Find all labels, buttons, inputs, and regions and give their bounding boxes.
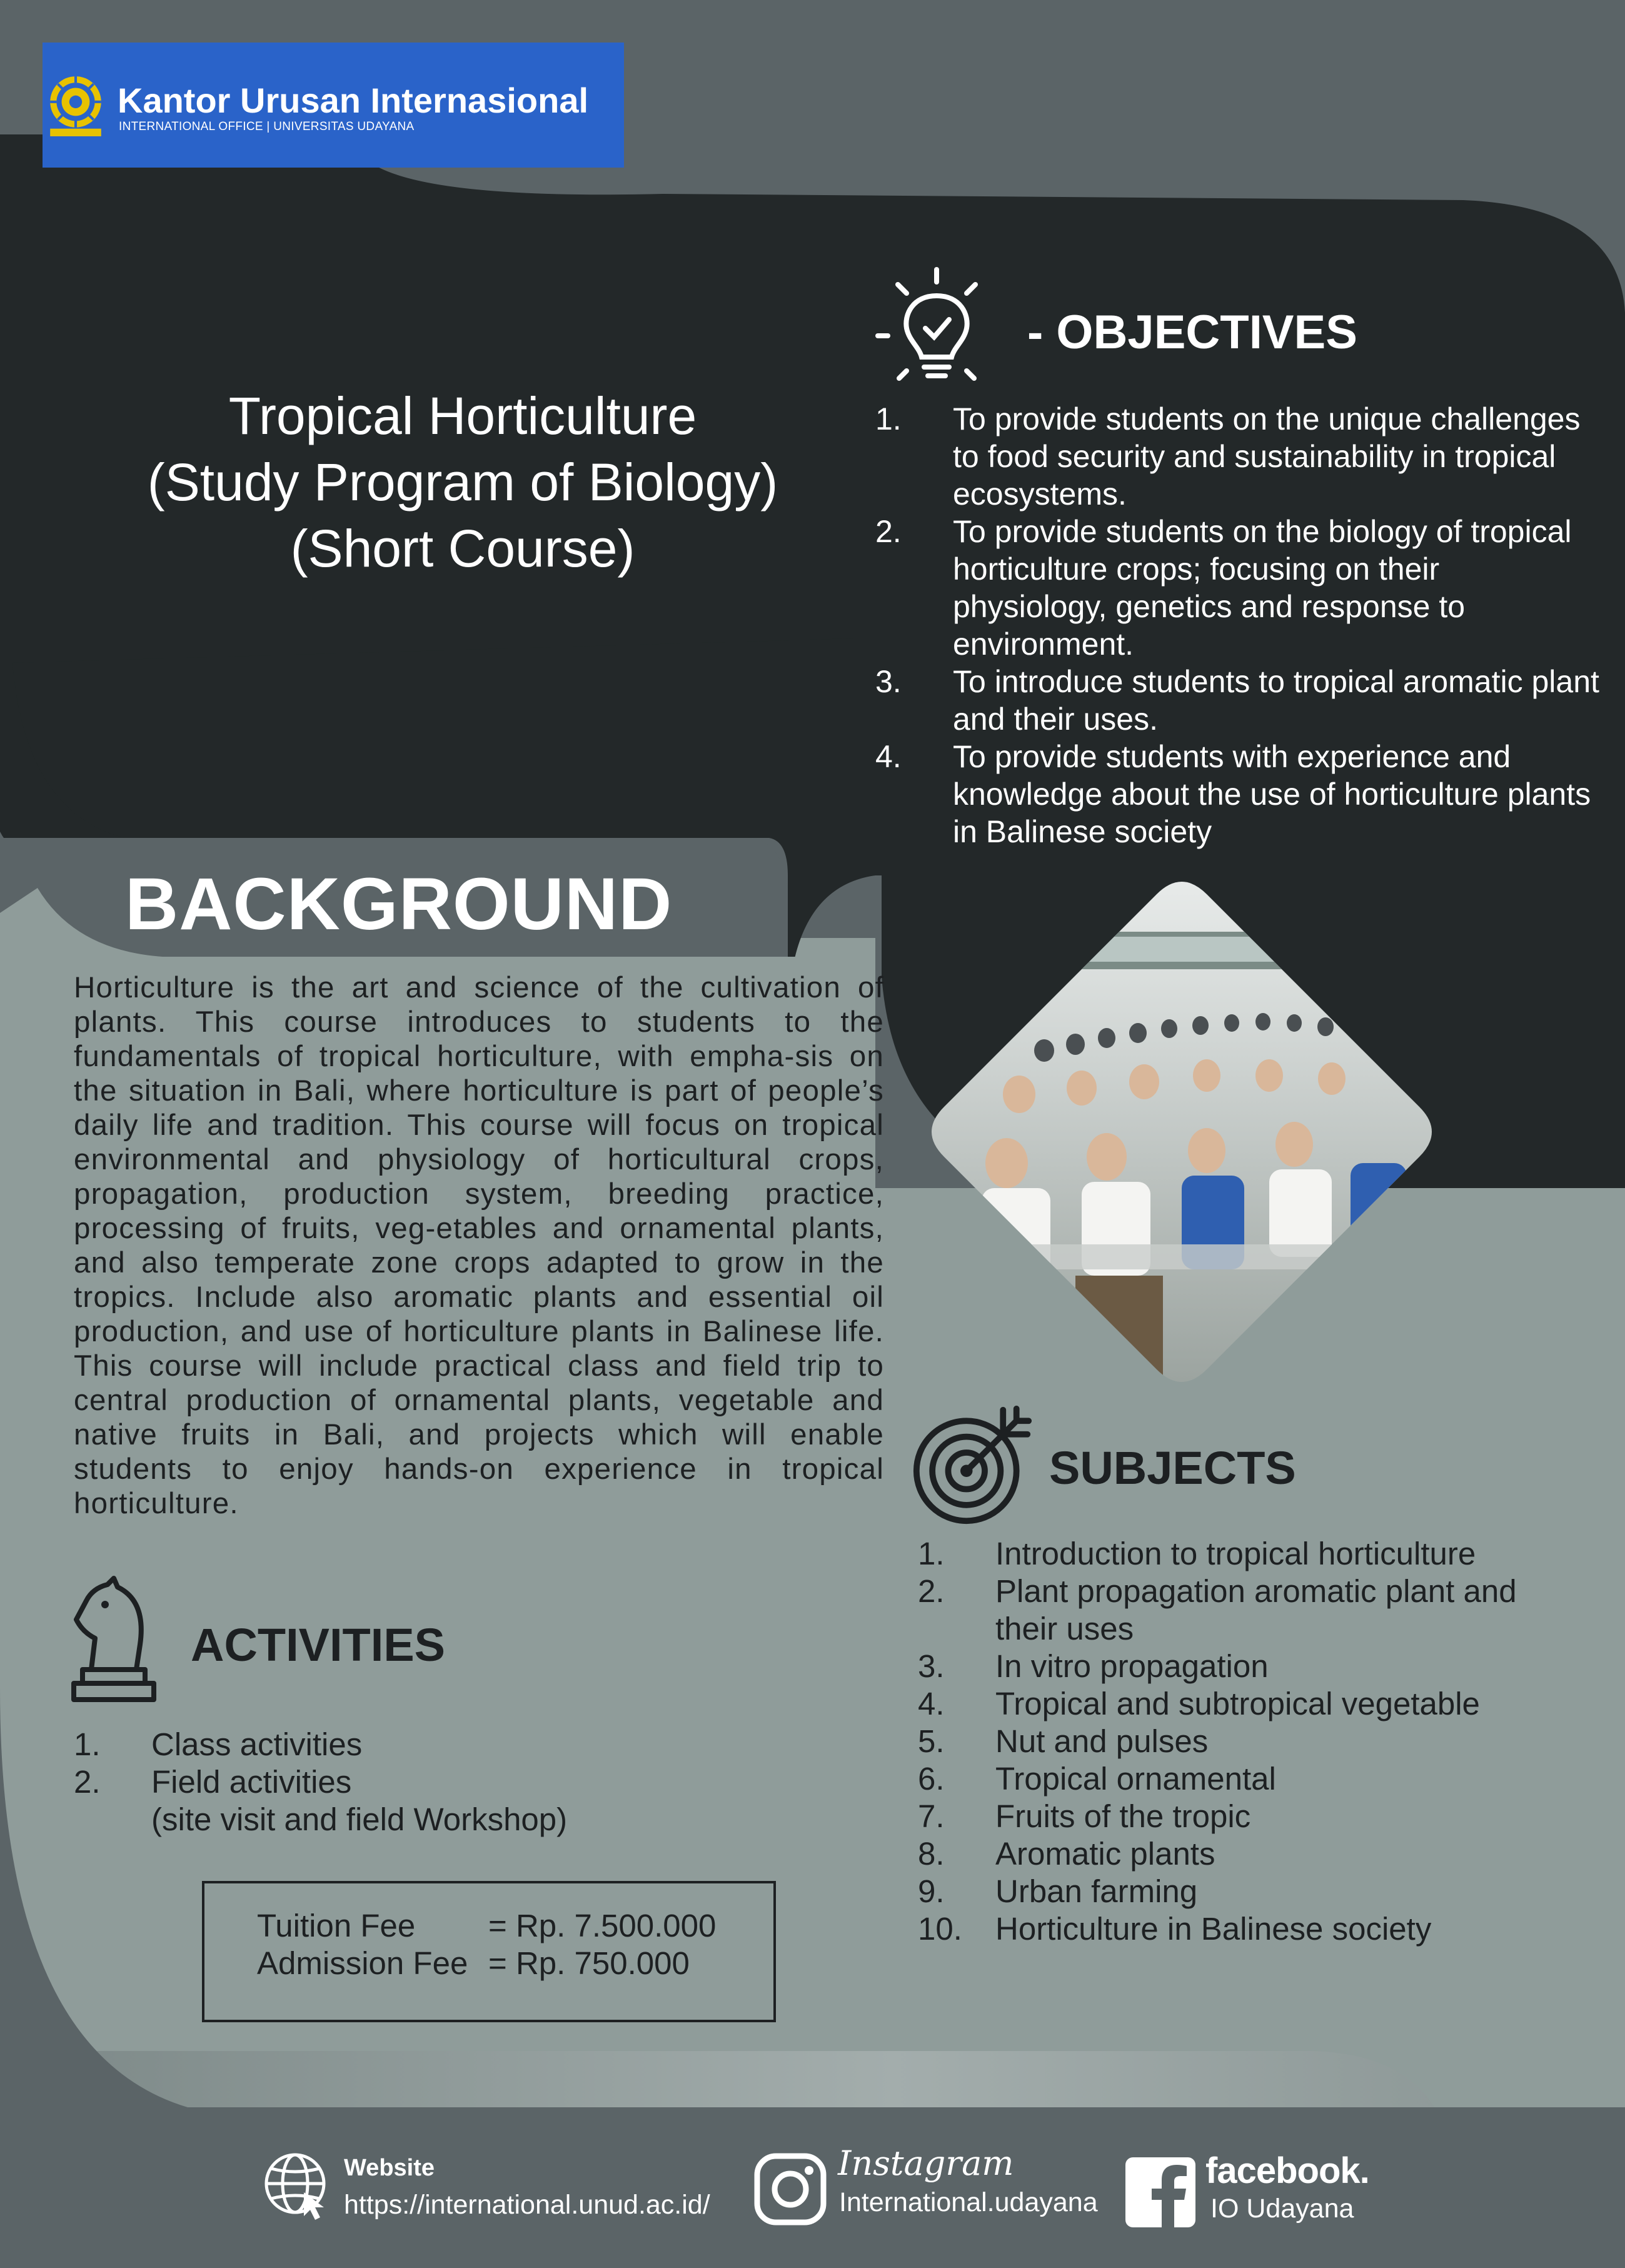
subject-number: 9. — [918, 1873, 945, 1909]
facebook-label: facebook. — [1205, 2150, 1369, 2191]
objective-item — [875, 738, 1601, 850]
course-title — [81, 383, 844, 582]
subject-item — [918, 1648, 1606, 1685]
background-paragraph: Horticulture is the art and science of the cultivation of plants. This course introduces to students to the fundamentals of tropical horticulture, with empha-sis on the situation in Bali, where horticulture is part of people’s daily life and tradition. This course will focus on tropical environmental and physiology of horticultural crops, propagation, production system, breeding practice, processing of fruits, veg-etables and ornamental plants, and also temperate zone crops adapted to grow in the tropics. Include also aromatic plants and essential oil production, and use of horticulture plants in Balinese life. This course will include practical class and field trip to central production of ornamental plants, vegetable and native fruits in Bali, and projects which will enable students to enjoy hands-on experience in tropical horticulture. — [74, 971, 884, 1520]
subject-number: 6. — [918, 1761, 945, 1797]
objective-number: 3. — [875, 664, 902, 699]
subject-number: 5. — [918, 1723, 945, 1759]
subject-item — [918, 1685, 1606, 1723]
admission-fee-value: = Rp. 750.000 — [488, 1945, 690, 1981]
subject-number: 3. — [918, 1648, 945, 1684]
objective-text: To provide students with experience and knowledge about the use of horticulture plants in Balinese society — [953, 739, 1591, 849]
background-heading: BACKGROUND — [125, 863, 673, 945]
subjects-list — [918, 1535, 1606, 1948]
subject-number: 4. — [918, 1686, 945, 1721]
subject-text: Tropical and subtropical vegetable — [995, 1686, 1480, 1721]
subject-item — [918, 1535, 1606, 1573]
subject-text: In vitro propagation — [995, 1648, 1269, 1684]
activity-note-text: (site visit and field Workshop) — [151, 1802, 568, 1837]
subject-item — [918, 1760, 1606, 1798]
objective-item — [875, 663, 1601, 738]
tuition-fee-label: Tuition Fee — [257, 1908, 416, 1943]
subject-number: 10. — [918, 1911, 962, 1947]
lightbulb-check-icon — [874, 266, 999, 391]
subject-item — [918, 1573, 1546, 1648]
globe-cursor-icon — [263, 2151, 333, 2221]
classroom-students-photo — [919, 869, 1444, 1394]
subject-text: Nut and pulses — [995, 1723, 1209, 1759]
objective-number: 2. — [875, 514, 902, 549]
instagram-handle-link[interactable]: International.udayana — [839, 2187, 1098, 2217]
objective-text: To introduce students to tropical aromatic plant and their uses. — [953, 664, 1599, 737]
subject-number: 1. — [918, 1536, 945, 1571]
course-title-line3: (Short Course) — [290, 519, 635, 578]
subject-text: Urban farming — [995, 1873, 1198, 1909]
logo-title: Kantor Urusan Internasional — [118, 81, 589, 120]
facebook-handle-link[interactable]: IO Udayana — [1210, 2194, 1354, 2224]
admission-fee-label: Admission Fee — [257, 1945, 468, 1981]
subject-number: 8. — [918, 1836, 945, 1872]
subject-item — [918, 1835, 1606, 1873]
chess-knight-icon — [70, 1576, 158, 1704]
activity-item — [74, 1763, 762, 1801]
activity-text: Field activities — [151, 1764, 352, 1800]
activity-number: 1. — [74, 1726, 101, 1762]
activity-text: Class activities — [151, 1726, 363, 1762]
objectives-heading: - OBJECTIVES — [1027, 306, 1357, 359]
subject-item — [918, 1723, 1606, 1760]
objectives-list — [875, 400, 1601, 850]
subject-text: Introduction to tropical horticulture — [995, 1536, 1476, 1571]
target-arrow-icon — [912, 1404, 1034, 1526]
facebook-icon[interactable] — [1125, 2157, 1195, 2227]
objective-item — [875, 513, 1601, 663]
subject-text: Plant propagation aromatic plant and their uses — [995, 1573, 1517, 1646]
objective-number: 1. — [875, 401, 902, 436]
logo-subtitle: INTERNATIONAL OFFICE | UNIVERSITAS UDAYANA — [119, 120, 415, 133]
activities-list — [74, 1726, 762, 1838]
subject-item — [918, 1910, 1606, 1948]
tuition-fee-value: = Rp. 7.500.000 — [488, 1908, 717, 1943]
objective-text: To provide students on the biology of tropical horticulture crops; focusing on their physiology, genetics and response to environment. — [953, 514, 1572, 662]
activity-number: 2. — [74, 1764, 101, 1800]
course-title-line1: Tropical Horticulture — [228, 386, 697, 445]
subject-text: Aromatic plants — [995, 1836, 1215, 1872]
activities-heading: ACTIVITIES — [191, 1619, 446, 1671]
objective-item — [875, 400, 1601, 513]
fee-box — [202, 1881, 776, 2022]
subject-text: Fruits of the tropic — [995, 1798, 1251, 1834]
subject-item — [918, 1873, 1606, 1910]
instagram-icon[interactable] — [753, 2152, 827, 2226]
website-url-link[interactable]: https://international.unud.ac.id/ — [344, 2190, 710, 2220]
objective-text: To provide students on the unique challenges to food security and sustainability in tropical ecosystems. — [953, 401, 1581, 512]
objective-number: 4. — [875, 739, 902, 774]
subject-number: 7. — [918, 1798, 945, 1834]
subject-item — [918, 1798, 1606, 1835]
university-seal-icon — [44, 74, 108, 138]
subject-text: Tropical ornamental — [995, 1761, 1276, 1797]
activity-item-note — [74, 1801, 762, 1838]
activity-item — [74, 1726, 762, 1763]
subjects-heading: SUBJECTS — [1049, 1442, 1296, 1494]
instagram-label: Instagram — [838, 2144, 1014, 2183]
course-title-line2: (Study Program of Biology) — [147, 453, 778, 512]
subject-text: Horticulture in Balinese society — [995, 1911, 1432, 1947]
website-label: Website — [344, 2155, 435, 2181]
subject-number: 2. — [918, 1573, 945, 1609]
